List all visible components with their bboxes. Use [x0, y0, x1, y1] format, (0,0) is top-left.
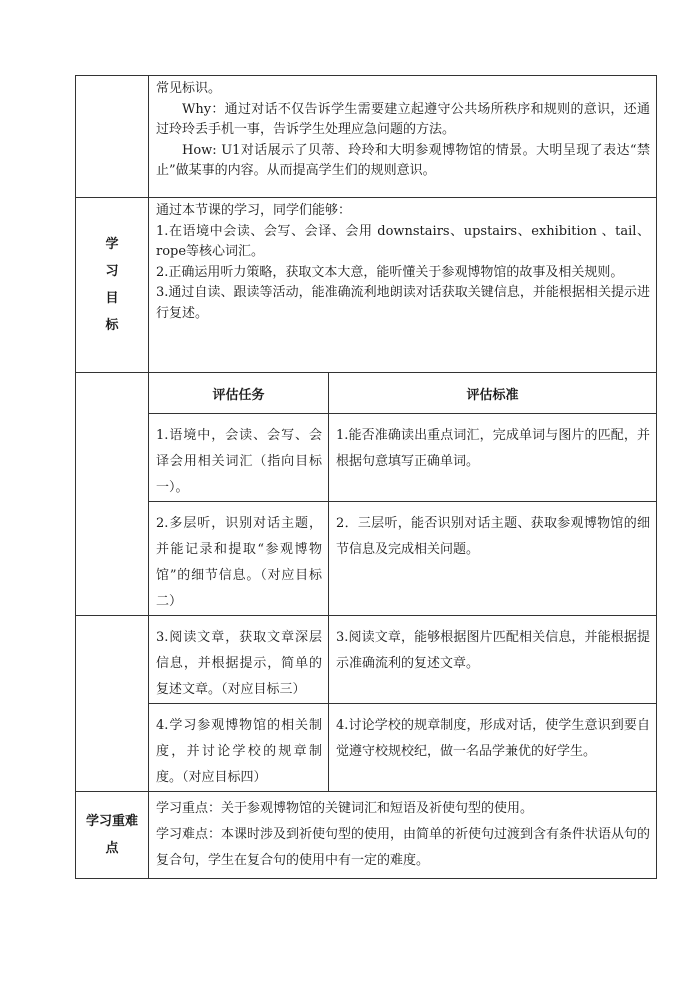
objective-item-1: 1.在语境中会读、会写、会译、会用 downstairs、upstairs、exhibition 、tail、rope等核心词汇。: [156, 223, 650, 259]
assessment-header-row: [76, 373, 657, 414]
objective-item-3: 3.通过自读、跟读等活动，能准确流利地朗读对话获取关键信息，并能根据相关提示进行复述。: [156, 285, 650, 321]
assessment-label-cell-2: [76, 616, 149, 792]
analysis-how: How: U1对话展示了贝蒂、玲玲和大明参观博物馆的情景。大明呈现了表达“禁止”做某事的内容。从而提高学生们的规则意识。: [156, 142, 650, 178]
task-4: 4.学习参观博物馆的相关制度，并讨论学校的规章制度。（对应目标四）: [149, 704, 329, 792]
header-task: 评估任务: [149, 373, 329, 414]
focus-row: [76, 792, 657, 879]
assessment-row-1: [76, 414, 657, 502]
focus-content: [149, 792, 657, 879]
analysis-line-1: 常见标识。: [156, 81, 222, 96]
objectives-row: [76, 198, 657, 373]
objectives-intro: 通过本节课的学习，同学们能够：: [156, 203, 352, 218]
criteria-2: 2．三层听，能否识别对话主题、获取参观博物馆的细节信息及完成相关问题。: [329, 502, 657, 616]
analysis-label-cell: [76, 76, 149, 198]
criteria-1: 1.能否准确读出重点词汇，完成单词与图片的匹配，并根据句意填写正确单词。: [329, 414, 657, 502]
focus-label: 学习重难点: [76, 792, 149, 879]
focus-difficulty: 学习难点：本课时涉及到祈使句型的使用，由简单的祈使句过渡到含有条件状语从句的复合句，学生在复合句的使用中有一定的难度。: [156, 827, 651, 868]
objectives-content: [149, 198, 657, 373]
analysis-content: [149, 76, 657, 198]
task-3: 3.阅读文章，获取文章深层信息，并根据提示，简单的复述文章。（对应目标三）: [149, 616, 329, 704]
criteria-3: 3.阅读文章，能够根据图片匹配相关信息，并能根据提示准确流利的复述文章。: [329, 616, 657, 704]
criteria-4: 4.讨论学校的规章制度，形成对话，使学生意识到要自觉遵守校规校纪，做一名品学兼优的好学生。: [329, 704, 657, 792]
analysis-row: [76, 76, 657, 198]
task-1: 1.语境中，会读、会写、会译会用相关词汇（指向目标一）。: [149, 414, 329, 502]
focus-key-point: 学习重点：关于参观博物馆的关键词汇和短语及祈使句型的使用。: [156, 801, 534, 816]
task-2: 2.多层听，识别对话主题，并能记录和提取“参观博物馆”的细节信息。（对应目标二）: [149, 502, 329, 616]
analysis-why: Why：通过对话不仅告诉学生需要建立起遵守公共场所秩序和规则的意识，还通过玲玲丢手机一事，告诉学生处理应急问题的方法。: [156, 101, 650, 137]
objective-item-2: 2.正确运用听力策略，获取文本大意，能听懂关于参观博物馆的故事及相关规则。: [156, 264, 624, 280]
assessment-row-4: [76, 704, 657, 792]
objectives-label: 学 习 目 标: [76, 198, 149, 373]
header-criteria: 评估标准: [329, 373, 657, 414]
assessment-label-cell: [76, 373, 149, 616]
assessment-row-2: [76, 502, 657, 616]
lesson-plan-table: [75, 75, 657, 879]
assessment-row-3: [76, 616, 657, 704]
